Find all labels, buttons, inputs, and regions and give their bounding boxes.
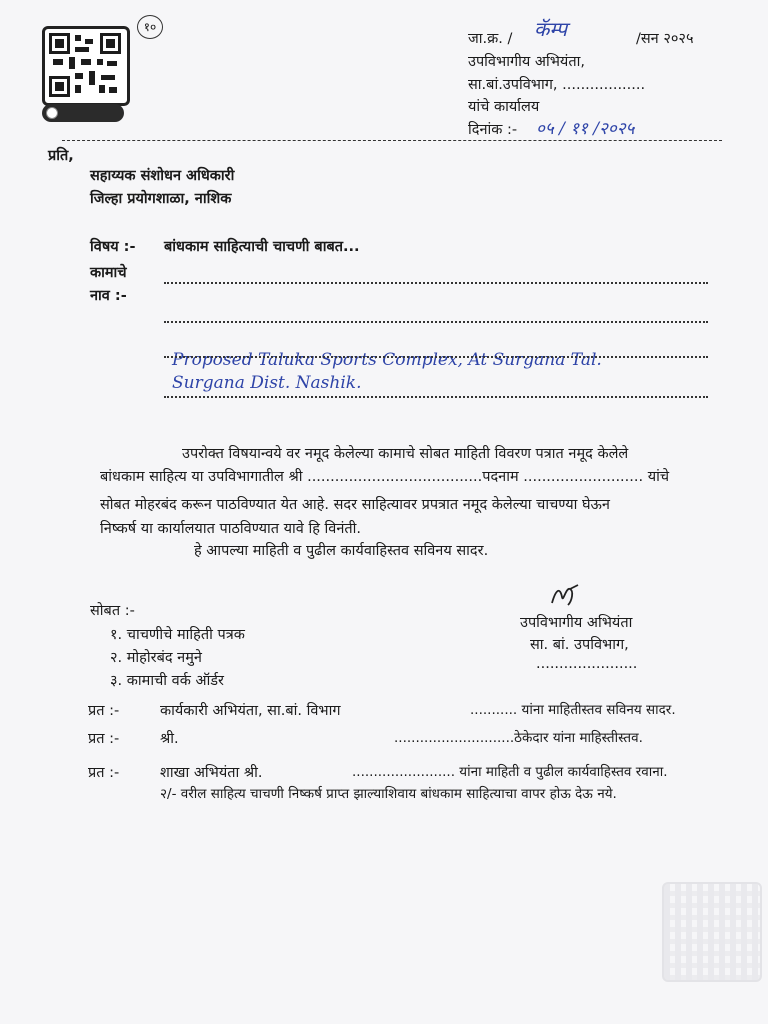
enclosure-item-2: २. मोहोरबंद नमुने (110, 650, 202, 666)
body-line4: निष्कर्ष या कार्यालयात पाठविण्यात यावे हि विनंती. (100, 521, 362, 537)
header-divider (62, 140, 722, 141)
work-dotted-line1 (164, 282, 708, 284)
ref-prefix: जा.क्र. / (468, 31, 513, 47)
work-label-line1: कामाचे (90, 265, 127, 281)
signature-mark-icon (548, 583, 582, 611)
work-dotted-line4 (164, 396, 708, 398)
faded-qr-code-icon (662, 882, 762, 982)
office-line2: सा.बां.उपविभाग, .................. (468, 77, 646, 93)
body-line3: सोबत मोहरबंद करून पाठविण्यात येत आहे. सदर साहित्यावर प्रपत्रात नमूद केलेल्या चाचण्या घेऊन (100, 497, 610, 513)
copy-text-before-1: कार्यकारी अभियंता, सा.बां. विभाग (160, 703, 341, 719)
date-label: दिनांक :- (468, 122, 518, 138)
signature-line2: सा. बां. उपविभाग, (530, 637, 629, 653)
qr-caption-bar (42, 104, 124, 122)
copy-text-before-3: शाखा अभियंता श्री. (160, 765, 263, 781)
work-dotted-line2 (164, 321, 708, 323)
enclosures-label: सोबत :- (90, 603, 135, 619)
ref-handwritten: कॅम्प (534, 17, 568, 41)
body-line1: उपरोक्त विषयान्वये वर नमूद केलेल्या कामाचे सोबत माहिती विवरण पत्रात नमूद केलेले (182, 446, 629, 462)
ref-year: /सन २०२५ (636, 31, 694, 47)
body-line5: हे आपल्या माहिती व पुढील कार्यवाहिस्तव सविनय सादर. (194, 543, 489, 559)
work-hand-line3: Proposed Taluka Sports Complex, At Surgana Tal. (172, 350, 602, 370)
work-hand-line4: Surgana Dist. Nashik. (172, 373, 362, 393)
footer-note: २/- वरील साहित्य चाचणी निष्कर्ष प्राप्त झाल्याशिवाय बांधकाम साहित्याचा वापर होऊ देऊ नये. (160, 786, 617, 802)
subject-text: बांधकाम साहित्याची चाचणी बाबत... (164, 239, 360, 255)
copy-text-after-1: ........... यांना माहितीस्तव सविनय सादर. (470, 702, 676, 718)
copy-text-after-2: ............................ठेकेदार यांना माहिस्तीस्तव. (394, 730, 643, 746)
copy-label-3: प्रत :- (88, 765, 120, 781)
body-line2: बांधकाम साहित्य या उपविभागातील श्री ......................................पदनाम .......................... यांचे (100, 469, 670, 485)
office-line1: उपविभागीय अभियंता, (468, 54, 585, 70)
subject-label: विषय :- (90, 239, 136, 255)
copy-text-before-2: श्री. (160, 731, 179, 747)
addressee-line1: सहाय्यक संशोधन अधिकारी (90, 168, 235, 184)
signature-line1: उपविभागीय अभियंता (520, 615, 633, 631)
qr-code-icon (42, 26, 130, 106)
prati-label: प्रति, (48, 148, 74, 164)
copy-label-2: प्रत :- (88, 731, 120, 747)
copy-text-after-3: ........................ यांना माहिती व पुढील कार्यवाहिस्तव रवाना. (352, 764, 668, 780)
office-line3: यांचे कार्यालय (468, 99, 540, 115)
work-label-line2: नाव :- (90, 288, 127, 304)
enclosure-item-1: १. चाचणीचे माहिती पत्रक (110, 627, 245, 643)
addressee-line2: जिल्हा प्रयोगशाळा, नाशिक (90, 191, 232, 207)
qr-logo-icon (46, 107, 58, 119)
work-dotted-line3 (164, 356, 708, 358)
circled-page-mark: १० (137, 15, 163, 39)
copy-label-1: प्रत :- (88, 703, 120, 719)
signature-line3: ...................... (536, 656, 638, 672)
date-value: ०५ / ११ /२०२५ (536, 119, 635, 139)
enclosure-item-3: ३. कामाची वर्क ऑर्डर (110, 673, 224, 689)
